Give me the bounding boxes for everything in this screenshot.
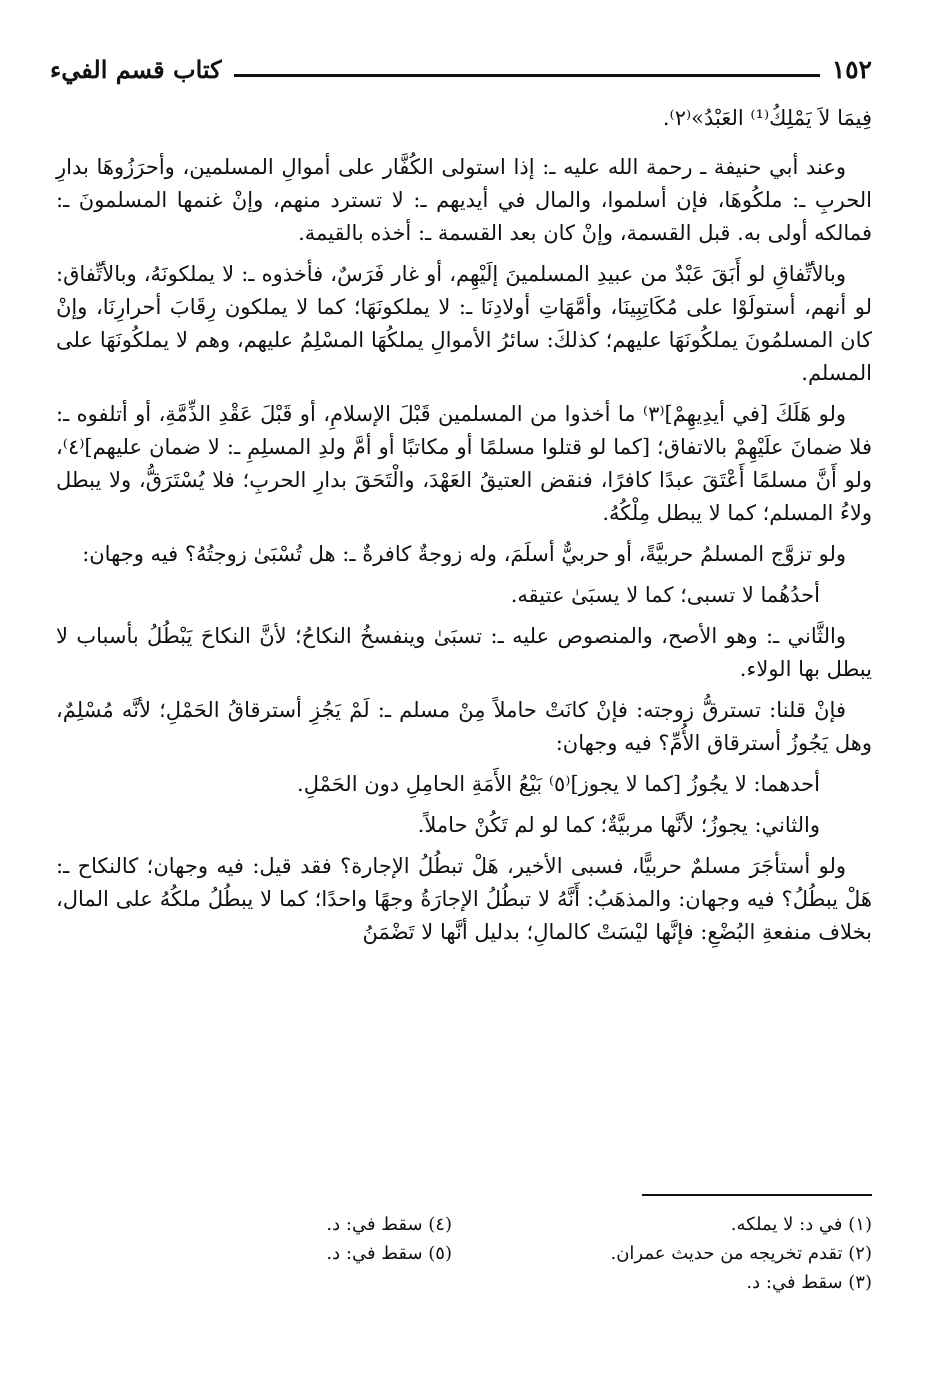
page-header: [50, 52, 872, 88]
footnote-2: (٢) تقدم تخريجه من حديث عمران.: [610, 1243, 872, 1264]
footnote-5: (٥) سقط في: د.: [326, 1243, 452, 1264]
footnote-separator: [642, 1194, 872, 1196]
footnote-column-left: [152, 1212, 452, 1270]
paragraph-abu-hanifa: وعند أبي حنيفة ـ رحمة الله عليه ـ: إذا استولى الكُفَّار على أموالِ المسلمين، وأحرَزُوهَا بدارِ الحربِ ـ: ملكُوهَا، فإن أسلموا، والمال في أيديهم ـ: لا تسترد منهم، وإنْ غنمها المسلمونَ ـ: فمالكه أولى به. قبل القسمة، وإنْ كان بعد القسمة ـ: أخذه بالقيمة.: [56, 155, 872, 245]
footnotes: [56, 1212, 872, 1324]
paragraph-second-option: والثاني: يجوزُ؛ لأنَّها مربيَّةٌ؛ كما لو لم تَكُنْ حاملاً.: [417, 813, 820, 837]
paragraph-continuation: فِيمَا لاَ يَمْلِكُ⁽¹⁾ العَبْدُ»⁽٢⁾.: [662, 106, 872, 130]
footnote-3: (٣) سقط في: د.: [746, 1272, 872, 1293]
paragraph-destruction: ولو هَلَكَ [في أيدِيهِمْ]⁽٣⁾ ما أخذوا من المسلمين قَبْلَ الإسلامِ، أو قَبْلَ عَقْدِ الذِّمَّةِ، أو أتلفوه ـ: فلا ضمانَ علَيْهِمْ بالاتفاق؛ [كما لو قتلوا مسلمًا أو مكاتبًا أو أمَّ ولدِ المسلِمِ ـ: لا ضمان عليهم]⁽٤⁾، ولو أَنَّ مسلمًا أَعْتَقَ عبدًا كافرًا، فنقض العتيقُ العَهْدَ، والْتَحَقَ بدارِ الحربِ؛ فلا يُسْتَرَقُّ، ولا يبطل ولاءُ المسلم؛ كما لا يبطل مِلْكُهُ.: [56, 402, 872, 525]
paragraph-first-option: أحدهما: لا يجُوزُ [كما لا يجوز]⁽٥⁾ بَيْعُ الأَمَةِ الحامِلِ دون الحَمْلِ.: [297, 772, 820, 796]
paragraph-first-view: أحدُهُما لا تسبى؛ كما لا يسبَىٰ عتيقه.: [510, 583, 820, 607]
header-rule: [234, 74, 820, 77]
footnote-1: (١) في د: لا يملكه.: [730, 1214, 872, 1235]
paragraph-pregnancy: فإنْ قلنا: تسترقُّ زوجته: فإنْ كانَتْ حاملاً مِنْ مسلم ـ: لَمْ يَجُزِ أسترقاقُ الحَمْلِ؛ لأنَّه مُسْلِمٌ، وهل يَجُوزُ أسترقاق الأُمِّ؟ فيه وجهان:: [56, 698, 872, 755]
footnote-column-right: [512, 1212, 872, 1299]
paragraph-second-view: والثَّاني ـ: وهو الأصح، والمنصوص عليه ـ: تسبَىٰ وينفسخُ النكاحُ؛ لأنَّ النكاحَ يَبْطُلُ بأسباب لا يبطل بها الولاء.: [56, 624, 872, 681]
page-number: ١٥٢: [831, 55, 872, 84]
running-title: كتاب قسم الفيء: [50, 55, 222, 84]
footnote-4: (٤) سقط في: د.: [326, 1214, 452, 1235]
paragraph-marriage: ولو تزوَّج المسلمُ حربيَّةً، أو حربيٌّ أسلَمَ، وله زوجةٌ كافرةٌ ـ: هل تُسْبَىٰ زوجتُهُ؟ فيه وجهان:: [82, 542, 846, 566]
paragraph-agreement: وبالأتِّفاقِ لو أَبَقَ عَبْدٌ من عبيدِ المسلمينَ إلَيْهِم، أو غار فَرَسٌ، فأخذوه ـ: لا يملكونَهُ، وبالأتِّفاق: لو أنهم، أستولَوْا على مُكَاتِبِينَا، وأمَّهَاتِ أولادِنَا ـ: لا يملكونَهَا؛ كما لا يملكون رِقَابَ أحرارِنَا، وإنْ كان المسلمُونَ يملكُونَهَا عليهم؛ كذلكَ: سائرُ الأموالِ يملكُهَا المسْلِمُ عليهم، وهم لا يملكُونَهَا على المسلم.: [56, 262, 872, 385]
main-text: [56, 102, 872, 957]
paragraph-hire: ولو أستأجَرَ مسلمٌ حربيًّا، فسبى الأخير، هَلْ تبطُلُ الإجارة؟ فقد قيل: فيه وجهان؛ كالنكاح ـ: هَلْ يبطُلُ؟ فيه وجهان: والمذهَبُ: أَنَّهُ لا تبطُلُ الإجارَةُ وجهًا واحدًا؛ كما لا يبطُلُ ملكُهُ على المال، بخلاف منفعةِ البُضْعِ: فإنَّها ليْسَتْ كالمالِ؛ بدليل أنَّها لا تَضْمَنُ: [56, 854, 872, 944]
